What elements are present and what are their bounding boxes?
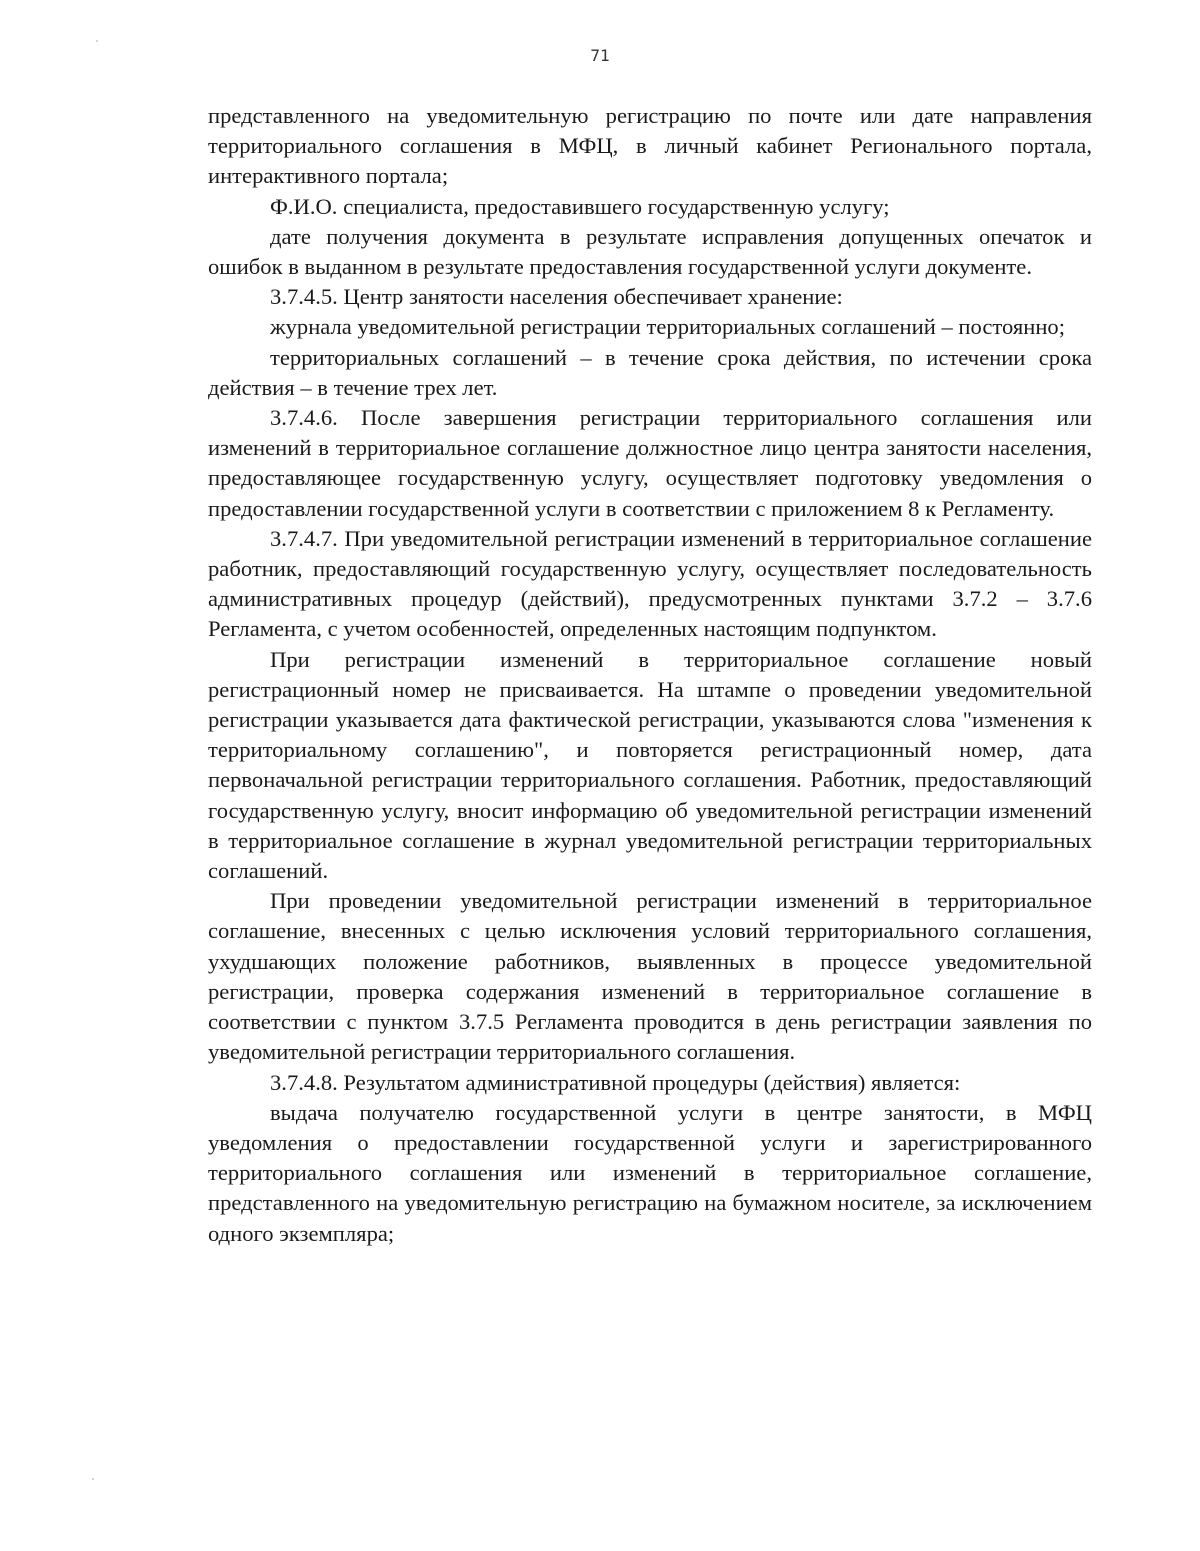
page-body	[208, 101, 1092, 1249]
paragraph: выдача получателю государственной услуги в центре занятости, в МФЦ уведомления о предоставлении государственной услуги и зарегистрированного территориального соглашения или изменений в территориальное соглашение, представленного на уведомительную регистрацию на бумажном носителе, за исключением одного экземпляра;	[208, 1099, 1092, 1246]
paragraph: 3.7.4.6. После завершения регистрации территориального соглашения или изменений в территориальное соглашение должностное лицо центра занятости населения, предоставляющее государственную услугу, осуществляет подготовку уведомления о предоставлении государственной услуги в соответствии с приложением 8 к Регламенту.	[208, 405, 1092, 521]
paragraph: 3.7.4.7. При уведомительной регистрации изменений в территориальное соглашение работник, предоставляющий государственную услугу, осуществляет последовательность административных процедур (действий), предусмотренных пунктами 3.7.2 – 3.7.6 Регламента, с учетом особенностей, определенных настоящим подпунктом.	[208, 525, 1092, 642]
paragraph: дате получения документа в результате исправления допущенных опечаток и ошибок в выданном в результате предоставления государственной услуги документе.	[208, 223, 1092, 280]
scan-speck	[92, 1478, 94, 1480]
page-number: 71	[590, 46, 610, 65]
paragraph: журнала уведомительной регистрации территориальных соглашений – постоянно;	[270, 314, 1065, 340]
paragraph: При регистрации изменений в территориальное соглашение новый регистрационный номер не присваивается. На штампе о проведении уведомительной регистрации указывается дата фактической регистрации, указываются слова "изменения к территориальному соглашению", и повторяется регистрационный номер, дата первоначальной регистрации территориального соглашения. Работник, предоставляющий государственную услугу, вносит информацию об уведомительной регистрации изменений в территориальное соглашение в журнал уведомительной регистрации территориальных соглашений.	[208, 646, 1092, 884]
paragraph: 3.7.4.5. Центр занятости населения обеспечивает хранение:	[270, 284, 843, 310]
paragraph: При проведении уведомительной регистрации изменений в территориальное соглашение, внесенных с целью исключения условий территориального соглашения, ухудшающих положение работников, выявленных в процессе уведомительной регистрации, проверка содержания изменений в территориальное соглашение в соответствии с пунктом 3.7.5 Регламента проводится в день регистрации заявления по уведомительной регистрации территориального соглашения.	[208, 888, 1092, 1065]
paragraph: представленного на уведомительную регистрацию по почте или дате направления территориального соглашения в МФЦ, в личный кабинет Регионального портала, интерактивного портала;	[208, 103, 1092, 189]
paragraph: территориальных соглашений – в течение срока действия, по истечении срока действия – в течение трех лет.	[208, 344, 1092, 400]
paragraph: Ф.И.О. специалиста, предоставившего государственную услугу;	[270, 193, 890, 219]
paragraph: 3.7.4.8. Результатом административной процедуры (действия) является:	[270, 1069, 961, 1095]
scan-speck	[96, 40, 98, 42]
